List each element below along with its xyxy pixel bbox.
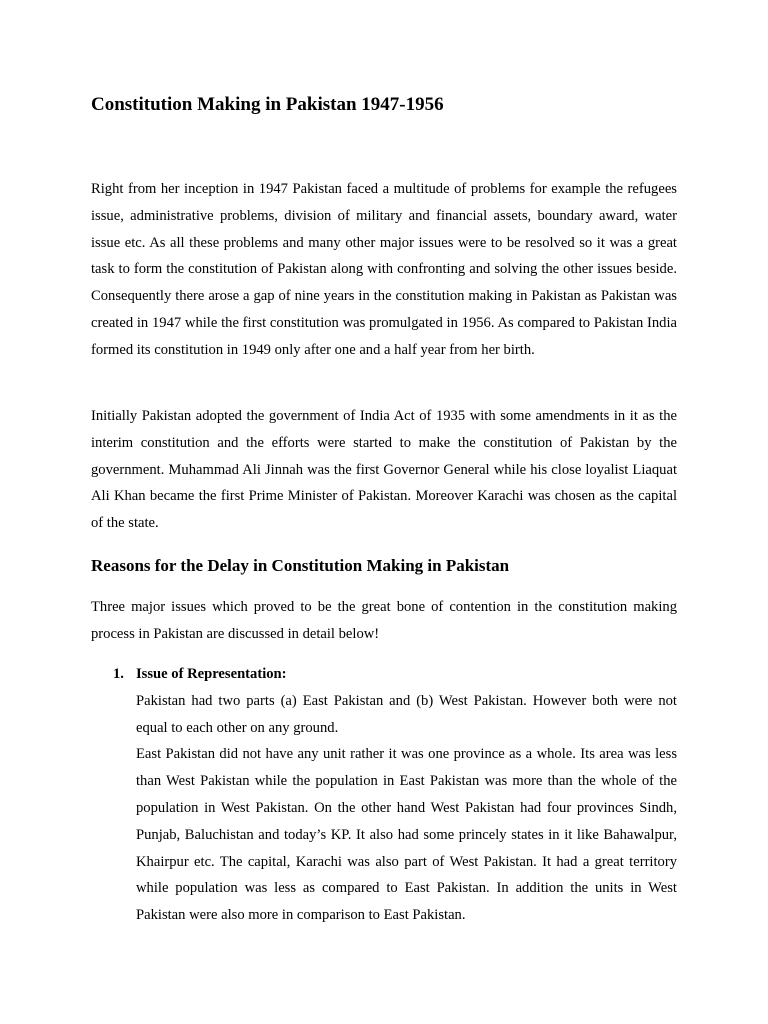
list-item-paragraph: Pakistan had two parts (a) East Pakistan and (b) West Pakistan. However both were not equal to each other on any ground. [136,692,677,736]
document-title: Constitution Making in Pakistan 1947-1956 [91,94,444,115]
list-item [91,661,677,929]
list-item-paragraph: East Pakistan did not have any unit rather it was one province as a whole. Its area was less than West Pakistan while the population in East Pakistan was more than the whole of the population in West Pakistan. On the other hand West Pakistan had four provinces Sindh, Punjab, Baluchistan and today’s KP. It also had some princely states in it like Bahawalpur, Khairpur etc. The capital, Karachi was also part of West Pakistan. It had a great territory while population was less as compared to East Pakistan. In addition the units in West Pakistan were also more in comparison to East Pakistan. [136,746,677,924]
body-paragraph: Right from her inception in 1947 Pakistan faced a multitude of problems for example the refugees issue, administrative problems, division of military and financial assets, boundary award, water issue etc. As all these problems and many other major issues were to be resolved so it was a great task to form the constitution of Pakistan along with confronting and solving the other issues beside. Consequently there arose a gap of nine years in the constitution making in Pakistan as Pakistan was created in 1947 while the first constitution was promulgated in 1956. As compared to Pakistan India formed its constitution in 1949 only after one and a half year from her birth. [91,181,677,358]
body-paragraph: Initially Pakistan adopted the government of India Act of 1935 with some amendments in it as the interim constitution and the efforts were started to make the constitution of Pakistan by the government. Muhammad Ali Jinnah was the first Governor General while his close loyalist Liaquat Ali Khan became the first Prime Minister of Pakistan. Moreover Karachi was chosen as the capital of the state. [91,408,677,532]
section-intro-paragraph: Three major issues which proved to be the great bone of contention in the constitution making process in Pakistan are discussed in detail below! [91,599,677,642]
list-item-number: 1. [113,666,124,682]
numbered-list [91,661,677,929]
list-item-title: Issue of Representation: [136,666,287,682]
section-heading: Reasons for the Delay in Constitution Making in Pakistan [91,556,510,575]
